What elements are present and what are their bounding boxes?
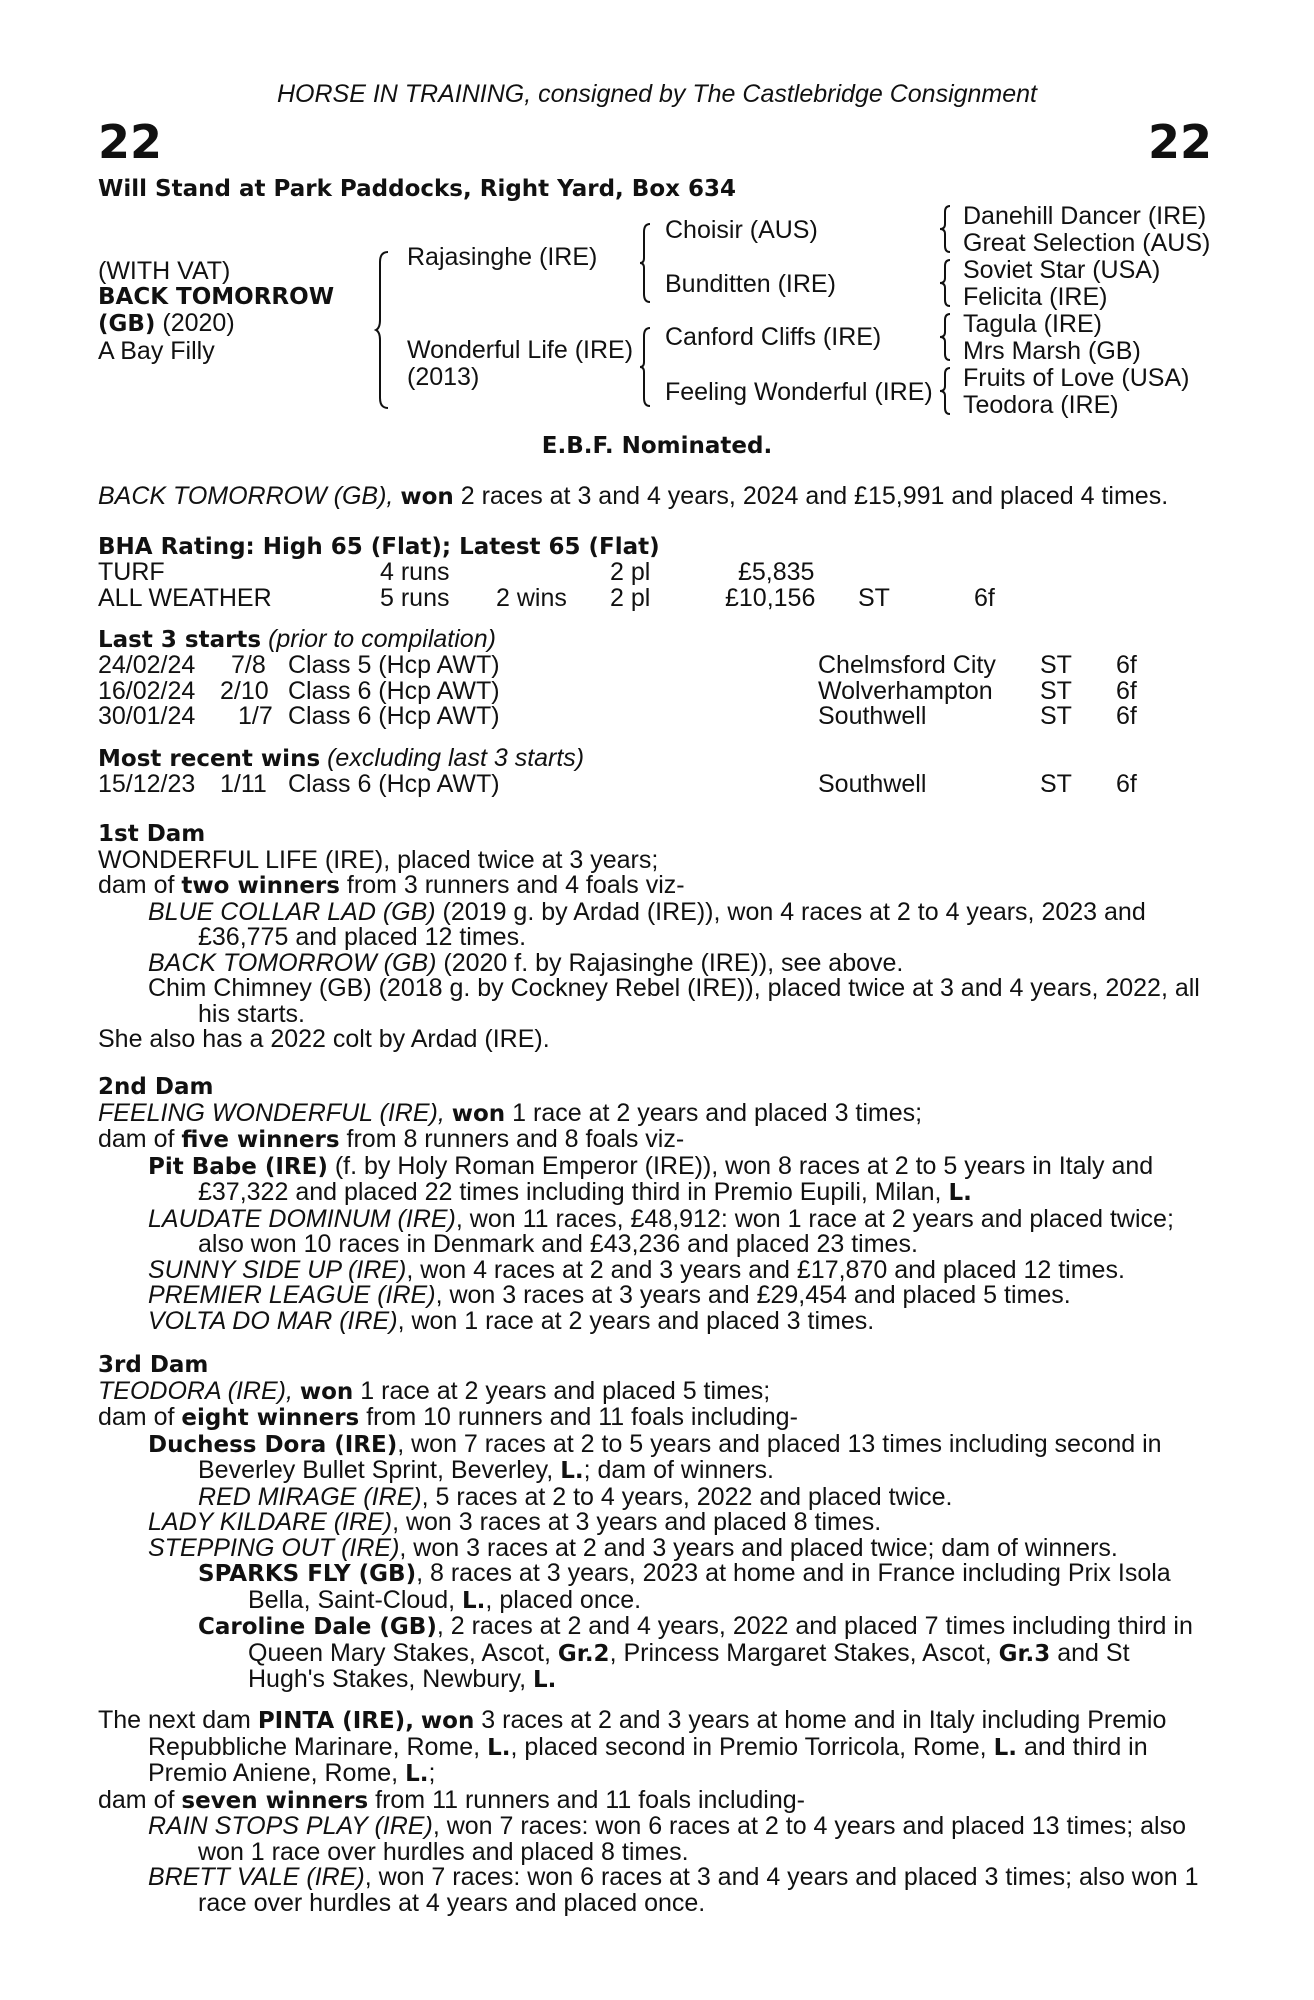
next-dam-intro: The next dam PINTA (IRE), won 3 races at 2 and 3 years at home and in Italy including Premio Repubbliche Marinare, Rome, L., placed second in Premio Torricola, Rome, L. and third in Premio Aniene, Rome, L.;: [98, 1706, 1167, 1787]
pedigree-brace-g2-1: [940, 204, 952, 254]
third-dam-grandprogeny-1: RED MIRAGE (IRE), 5 races at 2 to 4 years, 2022 and placed twice.: [198, 1482, 953, 1511]
rating-row-aw: ALL WEATHER 5 runs 2 wins 2 pl £10,156 ST 6f: [98, 584, 995, 612]
recent-table: [98, 772, 1203, 798]
third-dam-progeny-2: LADY KILDARE (IRE), won 3 races at 3 years and placed 8 times.: [148, 1508, 882, 1536]
last3-row: 16/02/24 2/10 Class 6 (Hcp AWT) Wolverhampton ST 6f: [98, 676, 1137, 705]
second-dam-progeny-4: PREMIER LEAGUE (IRE), won 3 races at 3 years and £29,454 and placed 5 times.: [148, 1281, 1071, 1309]
second-dam-progeny-3: SUNNY SIDE UP (IRE), won 4 races at 2 and 3 years and £17,870 and placed 12 times.: [148, 1255, 1125, 1284]
second-dam-intro: FEELING WONDERFUL (IRE), won 1 race at 2 years and placed 3 times;: [98, 1098, 923, 1127]
sire-sire: Choisir (AUS): [665, 216, 818, 244]
gen3-2: Great Selection (AUS): [963, 229, 1211, 257]
next-dam-progeny-1: RAIN STOPS PLAY (IRE), won 7 races: won 6 races at 2 to 4 years and placed 13 times; also won 1 race over hurdles and placed 8 times.: [148, 1812, 1186, 1866]
first-dam-note: She also has a 2022 colt by Ardad (IRE).: [98, 1025, 550, 1053]
second-dam-section: [98, 1075, 1203, 1334]
second-dam-progeny-1: Pit Babe (IRE) (f. by Holy Roman Emperor (IRE)), won 8 races at 2 to 5 years in Italy and £37,322 and placed 22 times including third in Premio Eupili, Milan, L.: [148, 1151, 1154, 1206]
pedigree-brace-sire: [640, 222, 652, 304]
third-dam-progeny-3: STEPPING OUT (IRE), won 3 races at 2 and 3 years and placed twice; dam of winners.: [148, 1533, 1118, 1562]
third-dam-grandprogeny-3: Caroline Dale (GB), 2 races at 2 and 4 years, 2022 and placed 7 times including third in Queen Mary Stakes, Ascot, Gr.2, Princess Margaret Stakes, Ascot, Gr.3 and St Hugh's Stakes, Newbury, L.: [198, 1612, 1193, 1693]
first-dam-section: [98, 822, 1203, 1053]
bha-rating: BHA Rating: High 65 (Flat); Latest 65 (Flat): [98, 534, 660, 560]
horse-suffix-year: (GB) (2020): [98, 309, 235, 337]
pedigree-brace-g2-3: [940, 312, 952, 362]
pedigree-brace-main: [376, 250, 390, 410]
dam: Wonderful Life (IRE): [407, 336, 634, 364]
gen3-7: Fruits of Love (USA): [963, 364, 1190, 392]
second-dam-progeny-5: VOLTA DO MAR (IRE), won 1 race at 2 years and placed 3 times.: [148, 1306, 875, 1335]
first-dam-progeny-1: BLUE COLLAR LAD (GB) (2019 g. by Ardad (IRE)), won 4 races at 2 to 4 years, 2023 and £36,775 and placed 12 times.: [148, 897, 1146, 951]
last3-heading: Last 3 starts (prior to compilation): [98, 625, 496, 653]
dam-year: (2013): [407, 363, 480, 391]
location-line: Will Stand at Park Paddocks, Right Yard, Box 634: [98, 176, 736, 202]
gen3-5: Tagula (IRE): [963, 310, 1102, 338]
next-dam-progeny-2: BRETT VALE (IRE), won 7 races: won 6 races at 3 and 4 years and placed 3 times; also won 1 race over hurdles at 4 years and placed once.: [148, 1863, 1199, 1917]
first-dam-progeny-3: Chim Chimney (GB) (2018 g. by Cockney Rebel (IRE)), placed twice at 3 and 4 years, 2022, all his starts.: [148, 974, 1200, 1028]
last3-row: 24/02/24 7/8 Class 5 (Hcp AWT) Chelmsford City ST 6f: [98, 651, 1137, 679]
first-dam-produce: dam of two winners from 3 runners and 4 foals viz-: [98, 871, 685, 899]
race-summary: BACK TOMORROW (GB), won 2 races at 3 and 4 years, 2024 and £15,991 and placed 4 times.: [98, 482, 1169, 510]
recent-heading: Most recent wins (excluding last 3 starts): [98, 744, 585, 772]
first-dam-intro: WONDERFUL LIFE (IRE), placed twice at 3 years;: [98, 845, 659, 874]
recent-row: 15/12/23 1/11 Class 6 (Hcp AWT) Southwell ST 6f: [98, 770, 1137, 798]
gen3-3: Soviet Star (USA): [963, 256, 1161, 284]
horse-name: BACK TOMORROW: [98, 284, 335, 310]
consignment-line: HORSE IN TRAINING, consigned by The Castlebridge Consignment: [276, 80, 1038, 108]
rating-row-turf: TURF 4 runs 2 pl £5,835: [98, 558, 815, 586]
second-dam-produce: dam of five winners from 8 runners and 8 foals viz-: [98, 1125, 685, 1153]
third-dam-intro: TEODORA (IRE), won 1 race at 2 years and placed 5 times;: [98, 1376, 771, 1405]
third-dam-produce: dam of eight winners from 10 runners and 11 foals including-: [98, 1403, 798, 1431]
last3-row: 30/01/24 1/7 Class 6 (Hcp AWT) Southwell ST 6f: [98, 702, 1137, 730]
last3-table: [98, 653, 1203, 730]
ebf-nominated: E.B.F. Nominated.: [541, 433, 773, 459]
pedigree-brace-g2-4: [940, 366, 952, 416]
horse-description: A Bay Filly: [98, 337, 215, 365]
vat-label: (WITH VAT): [98, 257, 231, 285]
sire: Rajasinghe (IRE): [407, 243, 598, 271]
gen3-1: Danehill Dancer (IRE): [963, 202, 1207, 230]
first-dam-progeny-2: BACK TOMORROW (GB) (2020 f. by Rajasinghe (IRE)), see above.: [148, 948, 904, 977]
sire-dam: Bunditten (IRE): [665, 270, 836, 298]
pedigree-brace-dam: [640, 326, 652, 408]
gen3-4: Felicita (IRE): [963, 283, 1108, 311]
lot-number-right: 22: [1148, 115, 1213, 169]
third-dam-heading: 3rd Dam: [98, 1352, 209, 1378]
second-dam-heading: 2nd Dam: [98, 1074, 214, 1100]
first-dam-heading: 1st Dam: [98, 821, 206, 847]
lot-number-left: 22: [98, 115, 163, 169]
next-dam-section: [98, 1708, 1203, 1916]
dam-dam: Feeling Wonderful (IRE): [665, 378, 933, 406]
third-dam-section: [98, 1353, 1203, 1694]
second-dam-progeny-2: LAUDATE DOMINUM (IRE), won 11 races, £48,912: won 1 race at 2 years and placed twice; also won 10 races in Denmark and £43,236 and placed 23 times.: [148, 1204, 1174, 1258]
pedigree-brace-g2-2: [940, 258, 952, 308]
next-dam-produce: dam of seven winners from 11 runners and 11 foals including-: [98, 1785, 805, 1814]
third-dam-progeny-1: Duchess Dora (IRE), won 7 races at 2 to 5 years and placed 13 times including second in Beverley Bullet Sprint, Beverley, L.; dam of winners.: [148, 1429, 1162, 1484]
gen3-8: Teodora (IRE): [963, 391, 1119, 419]
gen3-6: Mrs Marsh (GB): [963, 337, 1141, 365]
dam-sire: Canford Cliffs (IRE): [665, 323, 882, 351]
third-dam-grandprogeny-2: SPARKS FLY (GB), 8 races at 3 years, 2023 at home and in France including Prix Isola Bella, Saint-Cloud, L., placed once.: [198, 1559, 1171, 1614]
